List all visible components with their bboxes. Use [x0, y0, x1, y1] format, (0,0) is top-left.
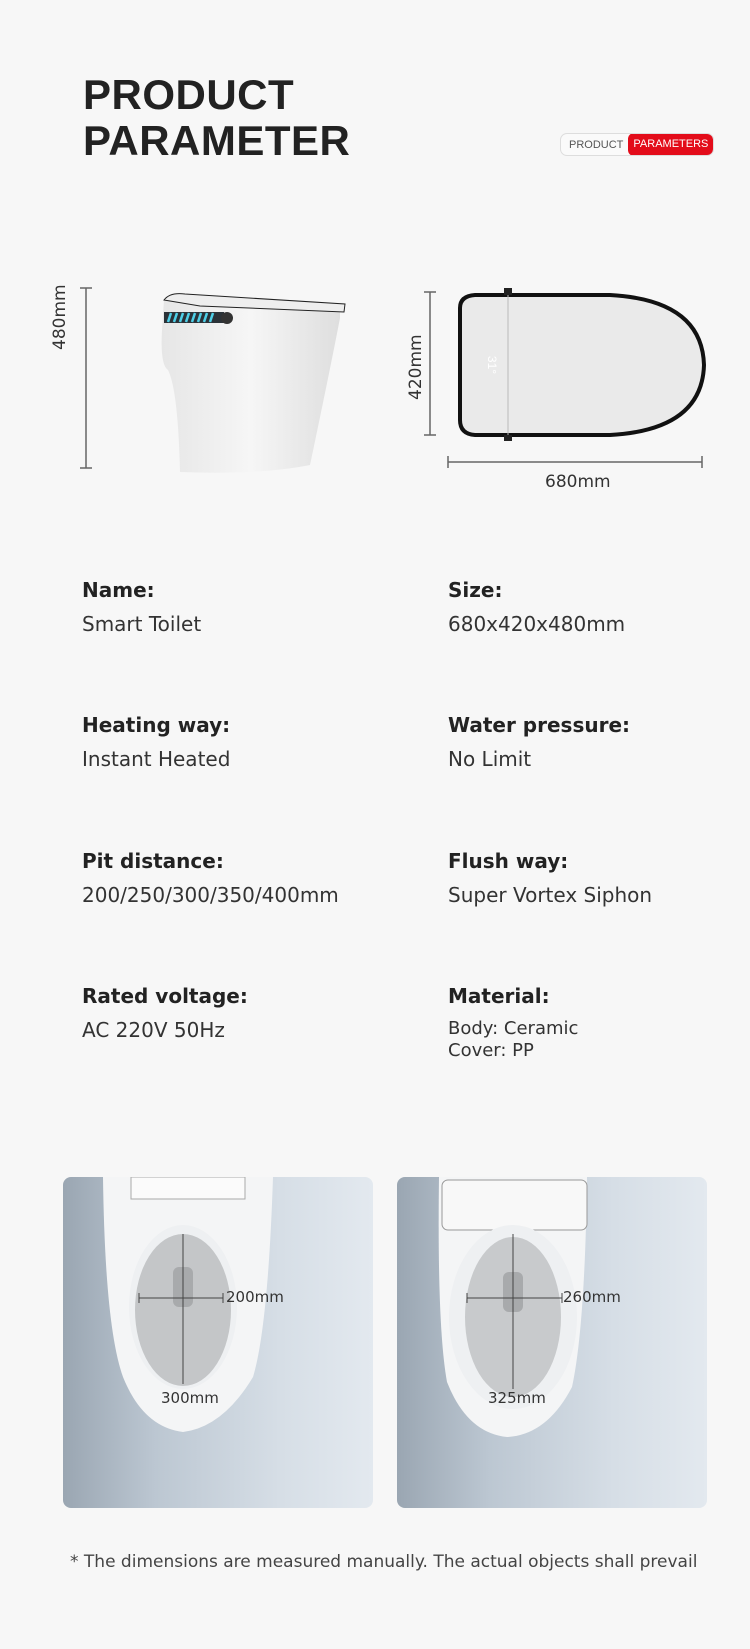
spec-value: Body: Ceramic: [448, 1018, 579, 1039]
width-label: 200mm: [226, 1288, 284, 1306]
bowl-photo-1: [63, 1177, 373, 1508]
spec-label: Pit distance:: [82, 849, 224, 873]
spec-label: Name:: [82, 578, 155, 602]
spec-label: Material:: [448, 984, 550, 1008]
spec-voltage: [82, 984, 412, 1042]
spec-material: [448, 984, 750, 1062]
title-line-1: PRODUCT: [83, 71, 295, 118]
bowl-photo-2: [397, 1177, 707, 1508]
spec-value: Smart Toilet: [82, 612, 202, 636]
spec-size: [448, 578, 750, 636]
height-label: 480mm: [50, 284, 70, 350]
side-view-diagram: [60, 270, 380, 480]
spec-label: Water pressure:: [448, 713, 631, 737]
spec-label: Heating way:: [82, 713, 231, 737]
spec-value: 680x420x480mm: [448, 612, 626, 636]
page-title: [83, 72, 350, 164]
spec-value: AC 220V 50Hz: [82, 1018, 225, 1042]
spec-heating: [82, 713, 412, 771]
spec-value-2: Cover: PP: [448, 1040, 534, 1061]
spec-value: No Limit: [448, 747, 532, 771]
section-badge: [560, 133, 714, 156]
spec-flush-way: [448, 849, 750, 907]
length-label: 300mm: [161, 1389, 219, 1407]
spec-pit-distance: [82, 849, 412, 907]
spec-label: Flush way:: [448, 849, 569, 873]
length-label: 325mm: [488, 1389, 546, 1407]
depth-label: 420mm: [406, 334, 426, 400]
spec-value: Instant Heated: [82, 747, 231, 771]
spec-value: Super Vortex Siphon: [448, 883, 653, 907]
spec-name: [82, 578, 412, 636]
footnote: * The dimensions are measured manually. The actual objects shall prevail: [70, 1552, 698, 1572]
title-line-2: PARAMETER: [83, 117, 351, 164]
spec-label: Rated voltage:: [82, 984, 248, 1008]
badge-right: PARAMETERS: [628, 133, 713, 156]
display-temperature: 31°: [485, 355, 499, 375]
spec-label: Size:: [448, 578, 503, 602]
spec-water-pressure: [448, 713, 750, 771]
spec-value: 200/250/300/350/400mm: [82, 883, 339, 907]
badge-left: PRODUCT: [569, 138, 624, 151]
width-label: 260mm: [563, 1288, 621, 1306]
top-view-diagram: [420, 280, 720, 480]
length-label: 680mm: [545, 472, 611, 492]
